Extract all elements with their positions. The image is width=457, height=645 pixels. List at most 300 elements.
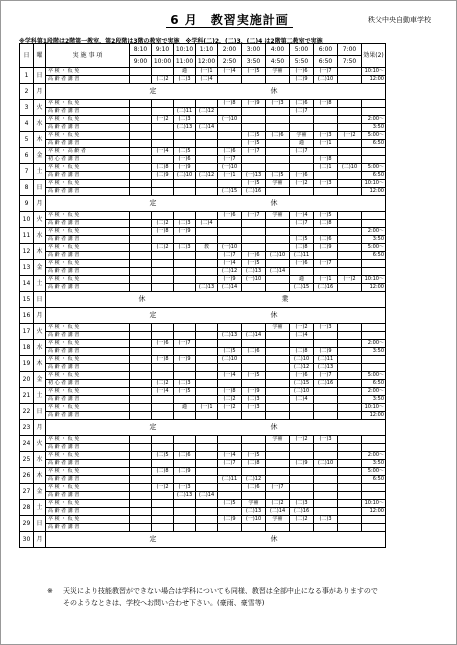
slot-top [266,388,290,396]
note-mark: ※ [47,587,53,595]
slot-bottom: (二)4 [290,332,314,340]
slot-bottom: (二)6 [242,348,266,356]
slot-bottom: (二)3 [174,220,196,228]
row-weekday: 月 [34,84,46,100]
slot-top [218,436,242,444]
slot-bottom [152,156,174,164]
slot-bottom [152,396,174,404]
slot-bottom: (二)5 [266,172,290,180]
slot-top [338,68,362,76]
slot-top [174,324,196,332]
slot-top: (一)2 [152,116,174,124]
schedule-row [20,228,386,236]
slot-top: (二)7 [290,148,314,156]
slot-bottom [174,508,196,516]
slot-bottom [130,348,152,356]
effect-end: 12:00 [362,76,386,84]
slot-top: (一)1 [196,68,218,76]
slot-bottom [152,188,174,196]
schedule-row-holiday [20,196,386,212]
row-date: 23 [20,420,34,436]
effect-end [362,268,386,276]
row-weekday: 木 [34,356,46,372]
slot-top: (二)10 [218,356,242,364]
row-activity-2: 高 齢 者 講 習 [46,364,130,372]
header-time-start: 10:10 [174,44,196,56]
schedule-row [20,508,386,516]
effect-end: 3:50 [362,348,386,356]
slot-bottom [218,444,242,452]
slot-top: (一)2 [290,436,314,444]
header-weekday: 曜 [34,44,46,68]
slot-top: (一)3 [314,436,338,444]
slot-bottom [266,332,290,340]
school-name: 秩父中央自動車学校 [368,16,431,24]
slot-top [174,276,196,284]
row-activity-2: 高 齢 者 講 習 [46,524,130,532]
footer-line-2: そのようなときは、学校へお問い合わせ下さい。(豪雨、豪雪等) [63,599,265,607]
schedule-row-holiday [20,532,386,548]
slot-bottom [242,364,266,372]
slot-bottom [338,412,362,420]
slot-bottom [290,412,314,420]
slot-top: (一)3 [314,180,338,188]
slot-top [242,244,266,252]
row-weekday: 火 [34,212,46,228]
slot-bottom: (二)13 [196,284,218,292]
slot-bottom [290,268,314,276]
slot-bottom [130,220,152,228]
slot-top [266,356,290,364]
effect-end [362,332,386,340]
slot-bottom [196,348,218,356]
slot-bottom: (二)10 [266,252,290,260]
slot-bottom [130,188,152,196]
slot-bottom [218,140,242,148]
footer-note [47,585,443,609]
slot-bottom [242,220,266,228]
slot-top: 学補 [266,68,290,76]
slot-bottom [152,524,174,532]
slot-bottom [314,444,338,452]
holiday-label: 定 休 [46,84,386,100]
slot-bottom [152,460,174,468]
slot-bottom [130,364,152,372]
slot-top [174,180,196,188]
slot-bottom: (二)7 [218,460,242,468]
slot-top: (二)3 [174,244,196,252]
schedule-row [20,268,386,276]
slot-bottom: (二)9 [290,460,314,468]
schedule-row [20,444,386,452]
slot-top [130,212,152,220]
slot-top [290,468,314,476]
classroom-note: ※学科第1段階は2階第一教室、第2段階は3階の教室で実施 ※学科(二)2、(二)3、(二)4 は2階第二教室で実施 [19,38,323,45]
slot-top: (一)6 [290,260,314,268]
schedule-row [20,404,386,412]
slot-bottom: (二)14 [242,332,266,340]
schedule-row [20,188,386,196]
row-activity-2: 高 齢 者 講 習 [46,108,130,116]
holiday-label: 休 業 [46,292,386,308]
row-activity-2: 高 齢 者 講 習 [46,396,130,404]
slot-bottom [152,108,174,116]
row-activity-2: 高 齢 者 講 習 [46,284,130,292]
slot-top: (一)4 [218,68,242,76]
slot-top [242,116,266,124]
slot-bottom [196,364,218,372]
slot-top [196,212,218,220]
header-time-end: 11:00 [174,56,196,68]
row-activity-1: 卒 検 ・ 仮 免 [46,468,130,476]
slot-top: (一)9 [218,276,242,284]
slot-top: (一)10 [218,244,242,252]
slot-top [290,164,314,172]
slot-bottom [174,188,196,196]
slot-bottom [314,412,338,420]
slot-top [130,452,152,460]
slot-top: 学補 [266,436,290,444]
row-activity-1: 卒 検 ・ 仮 免 [46,372,130,380]
slot-bottom [196,476,218,484]
slot-bottom [314,492,338,500]
effect-start: 10:10～ [362,404,386,412]
effect-start: 2:00～ [362,452,386,460]
slot-top: 学補 [242,500,266,508]
row-activity-1: 卒 検 ・ 仮 免 [46,100,130,108]
slot-bottom: (二)12 [290,364,314,372]
slot-bottom [218,108,242,116]
slot-top [174,436,196,444]
slot-bottom [174,524,196,532]
slot-bottom: (二)10 [174,172,196,180]
row-activity-2: 高 齢 者 講 習 [46,236,130,244]
slot-bottom [314,524,338,532]
slot-top: (一)2 [290,324,314,332]
slot-top: (二)10 [290,356,314,364]
row-activity-1: 卒 検 ・ 仮 免 [46,132,130,140]
schedule-row [20,68,386,76]
slot-bottom [152,364,174,372]
row-weekday: 日 [34,516,46,532]
slot-top [314,404,338,412]
header-effect: 効果(2) [362,44,386,68]
slot-bottom: (二)9 [290,76,314,84]
slot-top [338,100,362,108]
slot-top [196,356,218,364]
schedule-row [20,412,386,420]
row-activity-2: 高 齢 者 講 習 [46,268,130,276]
slot-top: (一)7 [174,340,196,348]
schedule-row [20,492,386,500]
slot-top [196,116,218,124]
slot-bottom [242,124,266,132]
slot-top [338,212,362,220]
slot-top [196,100,218,108]
slot-top [266,468,290,476]
row-weekday: 月 [34,420,46,436]
slot-bottom [314,268,338,276]
slot-bottom: (二)15 [290,380,314,388]
slot-bottom: (二)13 [242,268,266,276]
slot-bottom: (一)1 [314,140,338,148]
row-date: 1 [20,68,34,84]
slot-bottom: (二)4 [196,76,218,84]
slot-bottom [218,236,242,244]
slot-top: 教 [196,244,218,252]
slot-top: (二)11 [314,356,338,364]
slot-top [338,468,362,476]
row-activity-1: 卒 検 ・ 仮 免 [46,68,130,76]
slot-bottom [130,76,152,84]
slot-top: (一)8 [218,100,242,108]
slot-top [242,164,266,172]
slot-bottom [338,220,362,228]
slot-top [266,260,290,268]
slot-bottom: (二)12 [242,476,266,484]
slot-bottom [338,460,362,468]
slot-bottom: (一)8 [314,156,338,164]
slot-top: (一)5 [174,388,196,396]
slot-top [338,260,362,268]
slot-top: (一)8 [314,100,338,108]
row-activity-2: 高 齢 者 講 習 [46,220,130,228]
slot-top: (二)6 [242,484,266,492]
slot-bottom [338,268,362,276]
slot-bottom [152,236,174,244]
slot-top [174,100,196,108]
row-activity-2: 高 齢 者 講 習 [46,492,130,500]
slot-bottom [218,380,242,388]
slot-bottom [242,76,266,84]
effect-end [362,364,386,372]
slot-bottom: (二)16 [314,380,338,388]
row-date: 7 [20,164,34,180]
schedule-row [20,284,386,292]
row-weekday: 水 [34,452,46,468]
schedule-row [20,260,386,268]
row-activity-1: 卒 検 ・ 仮 免 [46,500,130,508]
effect-start [362,212,386,220]
row-weekday: 火 [34,324,46,340]
row-weekday: 金 [34,148,46,164]
row-weekday: 土 [34,276,46,292]
row-weekday: 水 [34,340,46,356]
slot-bottom [266,524,290,532]
slot-bottom [266,188,290,196]
schedule-row [20,332,386,340]
slot-bottom: (二)13 [174,124,196,132]
schedule-table [19,43,386,548]
row-date: 20 [20,372,34,388]
schedule-row [20,172,386,180]
slot-bottom: (二)14 [196,492,218,500]
slot-bottom: (一)5 [242,140,266,148]
slot-bottom [196,236,218,244]
slot-bottom [196,508,218,516]
header-time-start: 7:00 [338,44,362,56]
row-activity-2: 初 心 者 講 習 [46,380,130,388]
slot-bottom [242,156,266,164]
schedule-row [20,180,386,188]
slot-bottom: (二)2 [152,380,174,388]
slot-top [338,180,362,188]
slot-bottom [314,396,338,404]
slot-top: (一)1 [196,404,218,412]
slot-top [130,388,152,396]
slot-top [196,260,218,268]
header-time-end: 9:00 [130,56,152,68]
slot-bottom [338,332,362,340]
row-activity-1: 卒 検 ・ 仮 免 [46,244,130,252]
schedule-row [20,244,386,252]
effect-start: 10:10～ [362,180,386,188]
row-activity-1: 卒 検 ・ 仮 免 [46,324,130,332]
slot-bottom [130,268,152,276]
effect-start: 10:10～ [362,68,386,76]
slot-top: (二)9 [314,244,338,252]
slot-bottom [196,380,218,388]
effect-start [362,148,386,156]
row-activity-2: 高 齢 者 講 習 [46,476,130,484]
slot-bottom [196,140,218,148]
slot-top [174,132,196,140]
slot-top: (一)8 [152,228,174,236]
slot-top [130,516,152,524]
row-date: 10 [20,212,34,228]
slot-bottom [152,444,174,452]
row-weekday: 水 [34,116,46,132]
slot-bottom: (二)13 [314,364,338,372]
slot-bottom: (二)13 [218,332,242,340]
slot-top: (一)10 [218,116,242,124]
row-date: 30 [20,532,34,548]
slot-bottom [338,364,362,372]
schedule-row-holiday [20,84,386,100]
slot-bottom: (二)3 [174,380,196,388]
slot-top: 学補 [266,324,290,332]
slot-top: (二)3 [314,516,338,524]
slot-top [152,516,174,524]
slot-top [290,340,314,348]
slot-top: (一)2 [152,484,174,492]
row-activity-1: 卒 検 ・ 仮 免 [46,356,130,364]
slot-top [218,228,242,236]
slot-bottom: (二)8 [314,220,338,228]
slot-bottom: (一)7 [218,156,242,164]
slot-top [196,484,218,492]
slot-bottom: (二)8 [290,348,314,356]
row-date: 22 [20,404,34,420]
row-weekday: 木 [34,244,46,260]
slot-top [196,372,218,380]
slot-bottom [130,460,152,468]
row-activity-1: 卒 検 ・ 仮 免 [46,452,130,460]
slot-top: (一)8 [152,356,174,364]
slot-bottom [174,140,196,148]
slot-top [174,212,196,220]
slot-top: (二)2 [290,516,314,524]
slot-top [290,452,314,460]
slot-top: (一)7 [314,372,338,380]
row-date: 11 [20,228,34,244]
slot-top [130,356,152,364]
row-date: 4 [20,116,34,132]
slot-bottom: (二)16 [290,508,314,516]
slot-top [338,116,362,124]
slot-bottom [338,284,362,292]
effect-start: 5:00～ [362,468,386,476]
slot-top: (一)7 [266,484,290,492]
row-date: 3 [20,100,34,116]
slot-bottom [266,492,290,500]
row-weekday: 土 [34,500,46,516]
slot-top: 学補 [266,516,290,524]
slot-bottom [314,508,338,516]
slot-top: (一)5 [242,372,266,380]
slot-bottom [196,332,218,340]
effect-start: 5:00～ [362,244,386,252]
slot-top [130,164,152,172]
slot-bottom [152,508,174,516]
row-date: 27 [20,484,34,500]
slot-top [290,228,314,236]
slot-top: (二)1 [314,164,338,172]
slot-top: (一)4 [218,260,242,268]
slot-top: (一)5 [242,452,266,460]
slot-bottom: (二)5 [218,348,242,356]
slot-bottom: (一)6 [242,252,266,260]
slot-bottom [152,268,174,276]
slot-top: (二)3 [174,116,196,124]
slot-top [130,228,152,236]
row-weekday: 水 [34,228,46,244]
slot-top [266,244,290,252]
slot-bottom [290,476,314,484]
holiday-label: 定 休 [46,196,386,212]
schedule-row [20,100,386,108]
row-weekday: 木 [34,468,46,484]
slot-top [152,324,174,332]
slot-top [290,116,314,124]
slot-bottom [242,284,266,292]
row-weekday: 月 [34,532,46,548]
slot-bottom [152,348,174,356]
slot-top: (一)4 [218,372,242,380]
slot-bottom [174,476,196,484]
slot-top [338,484,362,492]
header-time-start: 1:10 [196,44,218,56]
slot-bottom [174,460,196,468]
header-time-end: 10:00 [152,56,174,68]
schedule-row [20,436,386,444]
slot-bottom [242,412,266,420]
slot-bottom: (二)11 [290,252,314,260]
slot-top [338,148,362,156]
slot-top [130,68,152,76]
slot-top [196,164,218,172]
slot-top: (一)2 [338,276,362,284]
slot-top: (二)2 [266,500,290,508]
slot-top [174,372,196,380]
row-weekday: 月 [34,308,46,324]
slot-bottom: (二)14 [218,284,242,292]
slot-top [266,276,290,284]
slot-bottom [152,492,174,500]
slot-bottom [196,396,218,404]
slot-top: (二)5 [242,132,266,140]
header-time-start: 9:10 [152,44,174,56]
